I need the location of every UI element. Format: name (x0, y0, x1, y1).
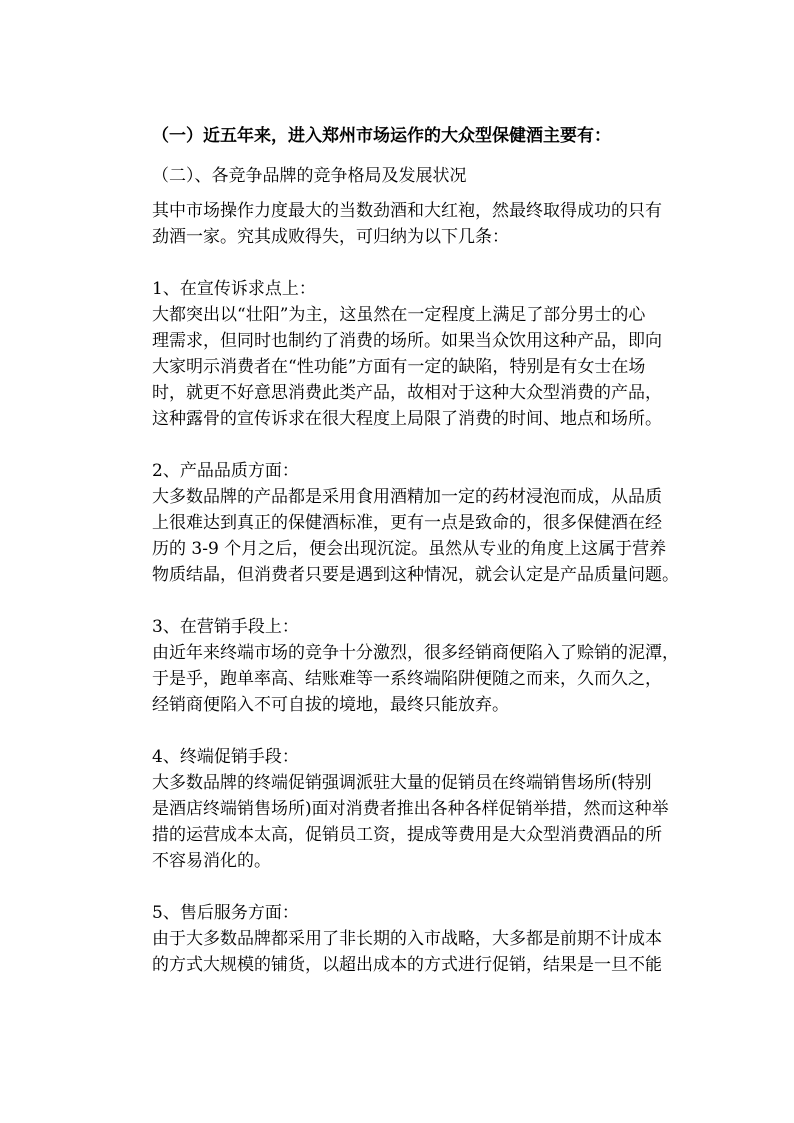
section-line: 大家明示消费者在“性功能”方面有一定的缺陷，特别是有女士在场 (152, 357, 646, 377)
section-title: 4、终端促销手段： (152, 747, 299, 767)
section-line: 是酒店终端销售场所)面对消费者推出各种各样促销举措，然而这种举 (152, 799, 669, 819)
document-body (152, 124, 732, 978)
section-line: 由近年来终端市场的竞争十分激烈，很多经销商便陷入了赊销的泥潭， (152, 643, 679, 663)
intro-line: 劲酒一家。究其成败得失，可归纳为以下几条： (152, 227, 509, 247)
heading-1: （一）近五年来，进入郑州市场运作的大众型保健酒主要有： (152, 126, 611, 146)
section-title: 5、售后服务方面： (152, 903, 299, 923)
section-line: 大多数品牌的产品都是采用食用酒精加一定的药材浸泡而成，从品质 (152, 487, 662, 507)
section-line: 上很难达到真正的保健酒标准，更有一点是致命的，很多保健酒在经 (152, 513, 662, 533)
section-line: 由于大多数品牌都采用了非长期的入市战略，大多都是前期不计成本 (152, 929, 662, 949)
section-line: 不容易消化的。 (152, 851, 271, 871)
section-title: 3、在营销手段上： (152, 617, 299, 637)
heading-2: （二）、各竞争品牌的竞争格局及发展状况 (152, 166, 467, 186)
section-after-sales (152, 900, 732, 978)
section-marketing (152, 614, 732, 718)
section-line: 经销商便陷入不可自拔的境地，最终只能放弃。 (152, 695, 509, 715)
section-publicity (152, 276, 732, 432)
section-line: 时，就更不好意思消费此类产品，故相对于这种大众型消费的产品， (152, 383, 662, 403)
section-line: 理需求，但同时也制约了消费的场所。如果当众饮用这种产品，即向 (152, 331, 662, 351)
section-line: 大多数品牌的终端促销强调派驻大量的促销员在终端销售场所(特别 (152, 773, 652, 793)
section-title: 2、产品品质方面： (152, 461, 299, 481)
section-line: 这种露骨的宣传诉求在很大程度上局限了消费的时间、地点和场所。 (152, 409, 662, 429)
section-line: 于是乎，跑单率高、结账难等一系终端陷阱便随之而来，久而久之， (152, 669, 662, 689)
section-line: 历的 3-9 个月之后，便会出现沉淀。虽然从专业的角度上这属于营养 (152, 539, 667, 559)
section-line: 的方式大规模的铺货，以超出成本的方式进行促销，结果是一旦不能 (152, 955, 662, 975)
intro-line: 其中市场操作力度最大的当数劲酒和大红袍，然最终取得成功的只有 (152, 201, 662, 221)
section-promotion (152, 744, 732, 874)
section-line: 物质结晶，但消费者只要是遇到这种情况，就会认定是产品质量问题。 (152, 565, 679, 585)
section-line: 大都突出以“壮阳”为主，这虽然在一定程度上满足了部分男士的心 (152, 305, 646, 325)
section-line: 措的运营成本太高，促销员工资，提成等费用是大众型消费酒品的所 (152, 825, 662, 845)
section-title: 1、在宣传诉求点上： (152, 279, 316, 299)
intro-paragraph (152, 198, 732, 250)
section-quality (152, 458, 732, 588)
